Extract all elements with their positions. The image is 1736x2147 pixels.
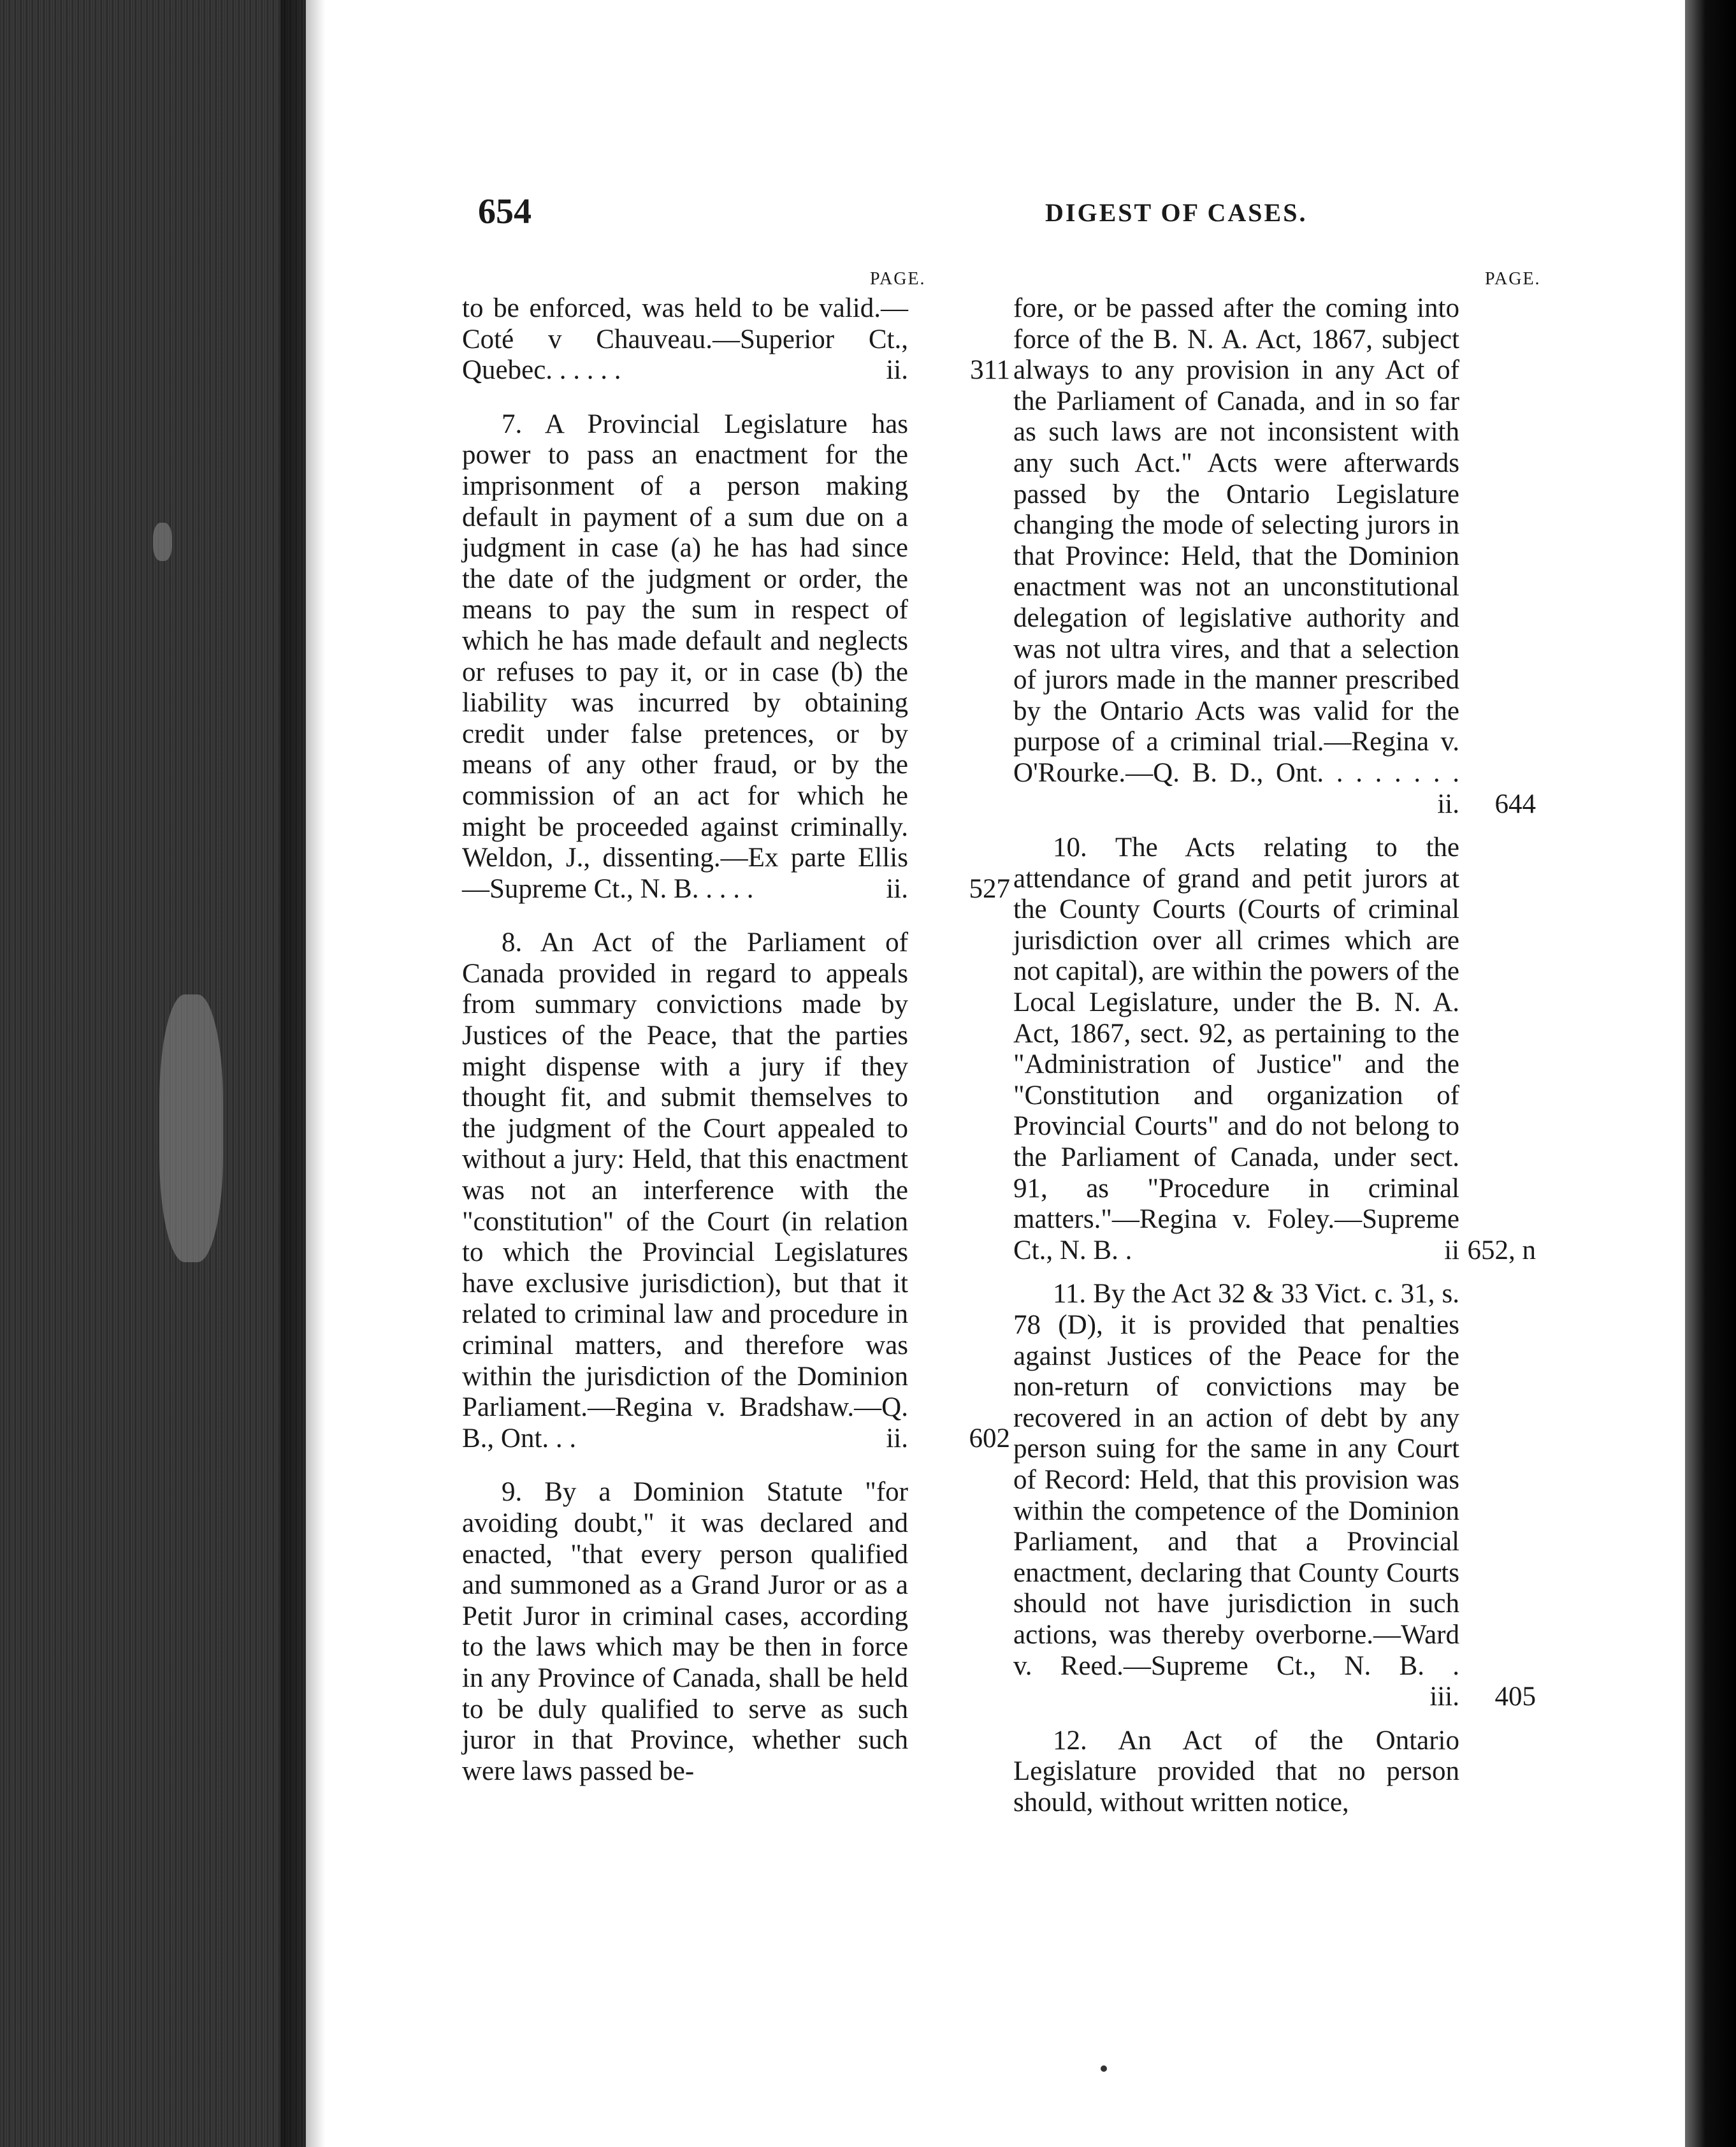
volume-ref: ii.	[886, 1423, 908, 1453]
margin-stain	[159, 994, 223, 1262]
volume-ref: iii.	[1429, 1682, 1459, 1712]
entry-text: fore, or be passed after the coming into force of the B. N. A. Act, 1867, subject always to any provision in any Act of the Parliament of Canada, and in so far as such laws are not inconsistent with any such Act." Acts were afterwards passed by the Ontario Legislature changing the mode of selecting jurors in that Province: Held, that the Dominion enactment was not an unconstitutional delegation of legislative authority and was not ultra vires, and that a selection of jurors made in the manner prescribed by the Ontario Acts was valid for the purpose of a criminal trial.—Regina v. O'Rourke.—Q. B. D., Ont. . . . . . . .	[1013, 293, 1459, 788]
entry-text: 11. By the Act 32 & 33 Vict. c. 31, s. 78 (D), it is provided that penalties against Justices of the Peace for the non-return of convictions may be recovered in an action of debt by any person suing for the same in any Court of Record: Held, that this provision was within the competence of the Dominion Parliament, and that a Provincial enactment, declaring that County Courts should not have jurisdiction in such actions, was thereby overborne.—Ward v. Reed.—Supreme Ct., N. B. .	[1013, 1279, 1459, 1681]
entry-text: to be enforced, was held to be valid.—Coté v Chauveau.—Superior Ct., Quebec. . . . . .	[462, 293, 908, 386]
digest-entry	[462, 293, 1010, 386]
page-column-label: PAGE.	[1485, 269, 1541, 289]
digest-entry	[462, 1477, 908, 1787]
page-ref: 405	[1494, 1682, 1536, 1712]
left-column	[462, 269, 1010, 1787]
right-column	[1013, 269, 1541, 1819]
digest-entry	[1013, 293, 1536, 820]
margin-stain	[153, 523, 172, 561]
running-head	[478, 191, 1689, 242]
volume-ref: ii	[1444, 1235, 1459, 1265]
digest-entry	[462, 409, 1010, 905]
digest-entry	[1013, 833, 1536, 1266]
entry-text: 10. The Acts relating to the attendance of grand and petit jurors at the County Courts (Courts of criminal jurisdiction over all crimes which are not capital), are within the powers of the Local Legislature, under the B. N. A. Act, 1867, sect. 92, as pertaining to the "Administration of Justice" and the "Constitution and organization of Provincial Courts" and do not belong to the Parliament of Canada, under sect. 91, as "Procedure in criminal matters."—Regina v. Foley.—Supreme Ct., N. B. .	[1013, 833, 1459, 1265]
next-page-edge	[1685, 0, 1736, 2147]
page-ref: 652, n	[1467, 1235, 1536, 1265]
ink-speck	[1101, 2065, 1107, 2072]
page-ref: 644	[1494, 789, 1536, 819]
entry-text: 7. A Provincial Legislature has power to pass an enactment for the imprisonment of a person making default in payment of a sum due on a judgment in case (a) he has had since the date of the judgment or order, the means to pay the sum in respect of which he has made default and neglects or refuses to pay it, or in case (b) the liability was incurred by obtaining credit under false pretences, or by means of any other fraud, or by the commission of an act for which he might be proceeded against criminally. Weldon, J., dissenting.—Ex parte Ellis—Supreme Ct., N. B. . . . .	[462, 409, 908, 904]
digest-entry	[1013, 1726, 1459, 1819]
volume-ref: ii.	[886, 355, 908, 386]
digest-entry	[462, 928, 1010, 1454]
volume-ref: ii.	[1437, 789, 1459, 819]
page-ref: 602	[969, 1423, 1010, 1453]
entry-text: 9. By a Dominion Statute "for avoiding doubt," it was declared and enacted, "that every person qualified and summoned as a Grand Juror or as a Petit Juror in criminal cases, according to the laws which may be then in force in any Province of Canada, shall be held to be duly qualified to serve as such juror in that Province, whether such were laws passed be-	[462, 1477, 908, 1786]
book-page-edges	[0, 0, 306, 2147]
book-page	[319, 0, 1682, 2147]
page-column-label: PAGE.	[870, 269, 926, 289]
page-ref: 527	[969, 873, 1010, 904]
page-title: DIGEST OF CASES.	[1045, 198, 1308, 227]
page-number: 654	[478, 192, 532, 231]
entry-text: 12. An Act of the Ontario Legislature provided that no person should, without written notice,	[1013, 1725, 1459, 1817]
digest-entry	[1013, 1279, 1536, 1712]
entry-text: 8. An Act of the Parliament of Canada provided in regard to appeals from summary convictions made by Justices of the Peace, that the parties might dispense with a jury if they thought fit, and submit themselves to the judgment of the Court appealed to without a jury: Held, that this enactment was not an interference with the "constitution" of the Court (in relation to which the Provincial Legislatures have exclusive jurisdiction), but that it related to criminal law and procedure in criminal matters, and therefore was within the jurisdiction of the Dominion Parliament.—Regina v. Bradshaw.—Q. B., Ont. . .	[462, 928, 908, 1453]
volume-ref: ii.	[886, 873, 908, 904]
page-ref: 311	[970, 355, 1010, 386]
